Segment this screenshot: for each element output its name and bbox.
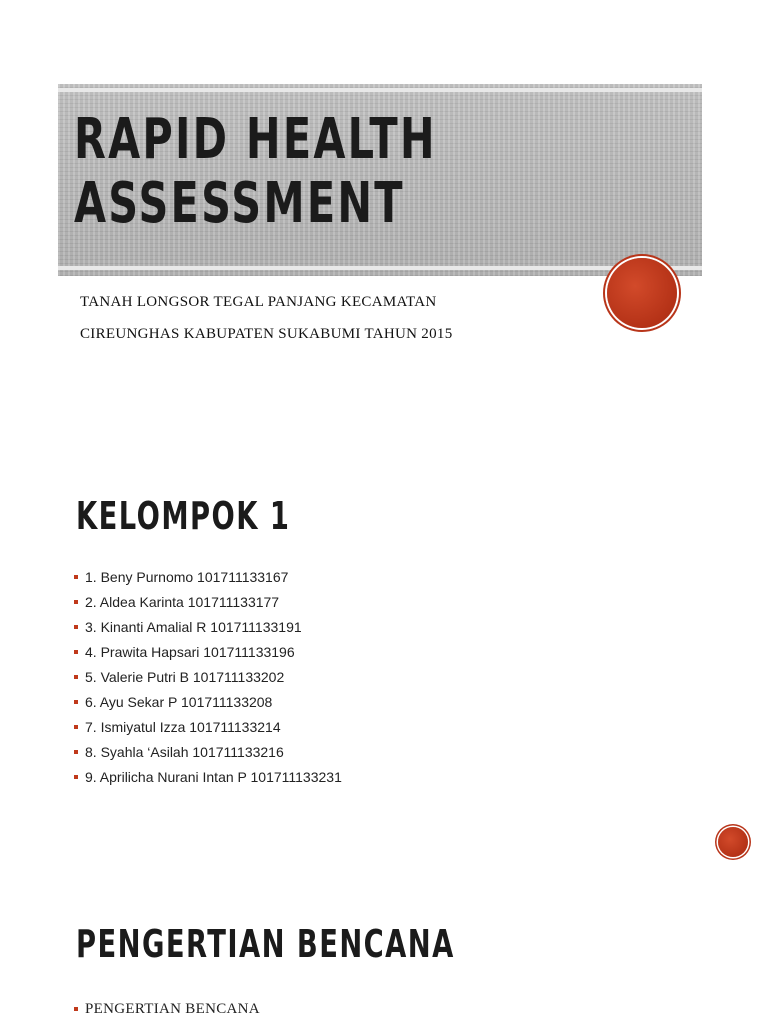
decorative-circle-icon	[718, 827, 748, 857]
list-item: 2. Aldea Karinta 101711133177	[72, 591, 342, 616]
decorative-circle-icon	[607, 258, 677, 328]
definition-list	[72, 998, 260, 1023]
list-item: 6. Ayu Sekar P 101711133208	[72, 691, 342, 716]
list-item: 4. Prawita Hapsari 101711133196	[72, 641, 342, 666]
subtitle	[80, 286, 580, 350]
list-item: PENGERTIAN BENCANA	[72, 998, 260, 1023]
subtitle-line-1: TANAH LONGSOR TEGAL PANJANG KECAMATAN	[80, 294, 437, 310]
list-item: 5. Valerie Putri B 101711133202	[72, 666, 342, 691]
list-item: 1. Beny Purnomo 101711133167	[72, 566, 342, 591]
presentation-title: RAPID HEALTH ASSESSMENT	[74, 107, 437, 236]
slide-heading: PENGERTIAN BENCANA	[76, 922, 455, 966]
title-band	[58, 84, 702, 276]
slide-group-members	[0, 460, 768, 880]
slide-title	[0, 0, 768, 460]
list-item: 9. Aprilicha Nurani Intan P 101711133231	[72, 766, 342, 791]
subtitle-line-2: CIREUNGHAS KABUPATEN SUKABUMI TAHUN 2015	[80, 326, 453, 342]
list-item: 7. Ismiyatul Izza 101711133214	[72, 716, 342, 741]
slide-heading: KELOMPOK 1	[76, 494, 291, 538]
slide-definition	[0, 880, 768, 1024]
list-item: 8. Syahla ‘Asilah 101711133216	[72, 741, 342, 766]
list-item: 3. Kinanti Amalial R 101711133191	[72, 616, 342, 641]
member-list	[72, 566, 342, 791]
